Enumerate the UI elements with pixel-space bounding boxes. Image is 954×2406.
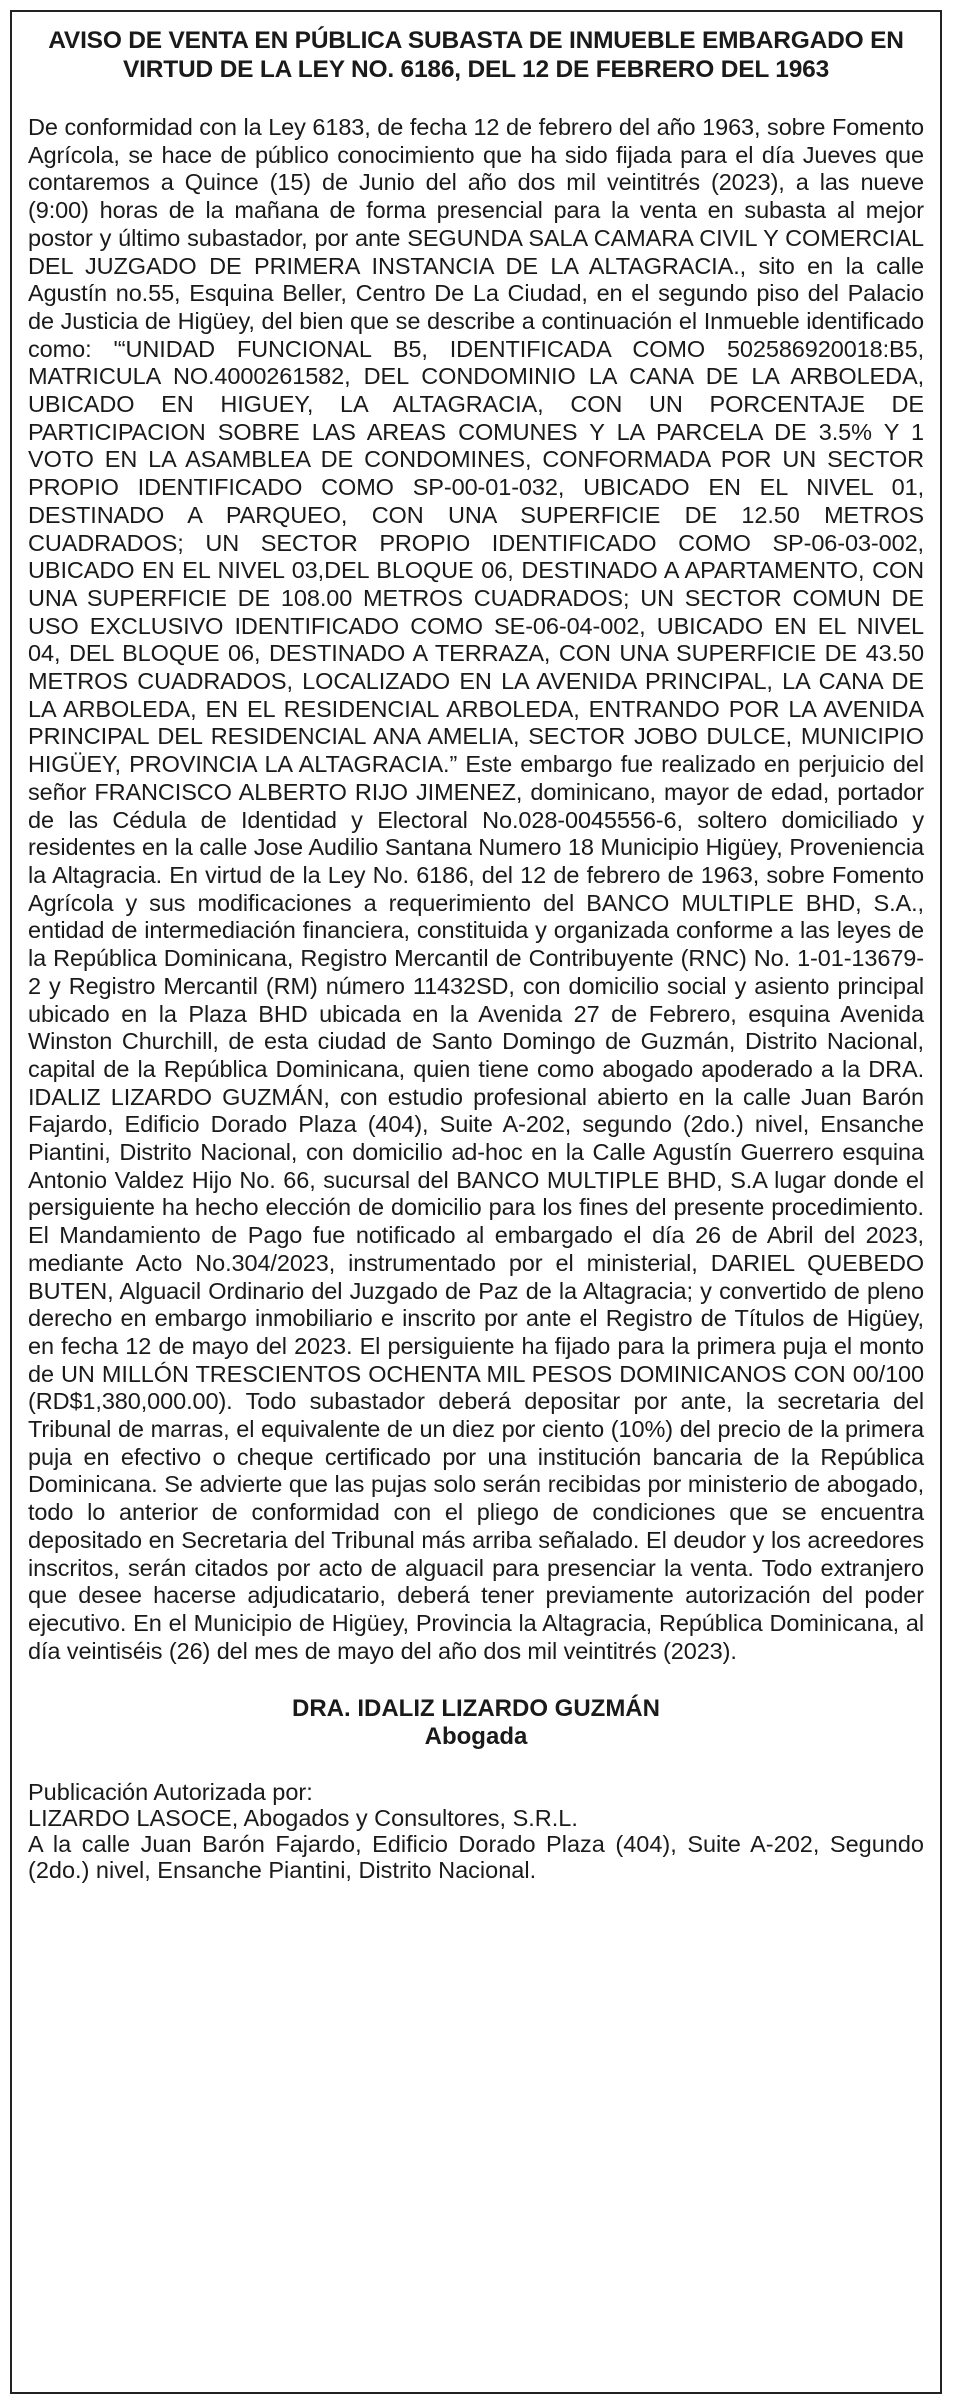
- footer-authorized-by: Publicación Autorizada por:: [28, 1779, 313, 1806]
- footer-firm-name: LIZARDO LASOCE, Abogados y Consultores, S.R.L.: [28, 1805, 578, 1832]
- footer-address: A la calle Juan Barón Fajardo, Edificio Dorado Plaza (404), Suite A-202, Segundo (2do.) nivel, Ensanche Piantini, Distrito Nacional.: [28, 1831, 924, 1884]
- signature-block: [28, 1695, 924, 1751]
- publication-footer: [28, 1779, 924, 1883]
- notice-title: AVISO DE VENTA EN PÚBLICA SUBASTA DE INMUEBLE EMBARGADO EN VIRTUD DE LA LEY NO. 6186, DEL 12 DE FEBRERO DEL 1963: [48, 27, 904, 83]
- signature-name: DRA. IDALIZ LIZARDO GUZMÁN: [292, 1695, 660, 1723]
- notice-body: De conformidad con la Ley 6183, de fecha 12 de febrero del año 1963, sobre Fomento Agrícola, se hace de público conocimiento que ha sido fijada para el día Jueves que contaremos a Quince (15) de Junio del año dos mil veintitrés (2023), a las nueve (9:00) horas de la mañana de forma presencial para la venta en subasta al mejor postor y último subastador, por ante SEGUNDA SALA CAMARA CIVIL Y COMERCIAL DEL JUZGADO DE PRIMERA INSTANCIA DE LA ALTAGRACIA., sito en la calle Agustín no.55, Esquina Beller, Centro De La Ciudad, en el segundo piso del Palacio de Justicia de Higüey, del bien que se describe a continuación el Inmueble identificado como: '“UNIDAD FUNCIONAL B5, IDENTIFICADA COMO 502586920018:B5, MATRICULA NO.4000261582, DEL CONDOMINIO LA CANA DE LA ARBOLEDA, UBICADO EN HIGUEY, LA ALTAGRACIA, CON UN PORCENTAJE DE PARTICIPACION SOBRE LAS AREAS COMUNES Y LA PARCELA DE 3.5% Y 1 VOTO EN LA ASAMBLEA DE CONDOMINES, CONFORMADA POR UN SECTOR PROPIO IDENTIFICADO COMO SP-00-01-032, UBICADO EN EL NIVEL 01, DESTINADO A PARQUEO, CON UNA SUPERFICIE DE 12.50 METROS CUADRADOS; UN SECTOR PROPIO IDENTIFICADO COMO SP-06-03-002, UBICADO EN EL NIVEL 03,DEL BLOQUE 06, DESTINADO A APARTAMENTO, CON UNA SUPERFICIE DE 108.00 METROS CUADRADOS; UN SECTOR COMUN DE USO EXCLUSIVO IDENTIFICADO COMO SE-06-04-002, UBICADO EN EL NIVEL 04, DEL BLOQUE 06, DESTINADO A TERRAZA, CON UNA SUPERFICIE DE 43.50 METROS CUADRADOS, LOCALIZADO EN LA AVENIDA PRINCIPAL, LA CANA DE LA ARBOLEDA, EN EL RESIDENCIAL ARBOLEDA, ENTRANDO POR LA AVENIDA PRINCIPAL DEL RESIDENCIAL ANA AMELIA, SECTOR JOBO DULCE, MUNICIPIO HIGÜEY, PROVINCIA LA ALTAGRACIA.” Este embargo fue realizado en perjuicio del señor FRANCISCO ALBERTO RIJO JIMENEZ, dominicano, mayor de edad, portador de las Cédula de Identidad y Electoral No.028-0045556-6, soltero domiciliado y residentes en la calle Jose Audilio Santana Numero 18 Municipio Higüey, Proveniencia la Altagracia. En virtud de la Ley No. 6186, del 12 de febrero de 1963, sobre Fomento Agrícola y sus modificaciones a requerimiento del BANCO MULTIPLE BHD, S.A., entidad de intermediación financiera, constituida y organizada conforme a las leyes de la República Dominicana, Registro Mercantil de Contribuyente (RNC) No. 1-01-13679-2 y Registro Mercantil (RM) número 11432SD, con domicilio social y asiento principal ubicado en la Plaza BHD ubicada en la Avenida 27 de Febrero, esquina Avenida Winston Churchill, de esta ciudad de Santo Domingo de Guzmán, Distrito Nacional, capital de la República Dominicana, quien tiene como abogado apoderado a la DRA. IDALIZ LIZARDO GUZMÁN, con estudio profesional abierto en la calle Juan Barón Fajardo, Edificio Dorado Plaza (404), Suite A-202, segundo (2do.) nivel, Ensanche Piantini, Distrito Nacional, con domicilio ad-hoc en la Calle Agustín Guerrero esquina Antonio Valdez Hijo No. 66, sucursal del BANCO MULTIPLE BHD, S.A lugar donde el persiguiente ha hecho elección de domicilio para los fines del presente procedimiento. El Mandamiento de Pago fue notificado al embargado el día 26 de Abril del 2023, mediante Acto No.304/2023, instrumentado por el ministerial, DARIEL QUEBEDO BUTEN, Alguacil Ordinario del Juzgado de Paz de la Altagracia; y convertido de pleno derecho en embargo inmobiliario e inscrito por ante el Registro de Títulos de Higüey, en fecha 12 de mayo del 2023. El persiguiente ha fijado para la primera puja el monto de UN MILLÓN TRESCIENTOS OCHENTA MIL PESOS DOMINICANOS CON 00/100 (RD$1,380,000.00). Todo subastador deberá depositar por ante, la secretaria del Tribunal de marras, el equivalente de un diez por ciento (10%) del precio de la primera puja en efectivo o cheque certificado por una institución bancaria de la República Dominicana. Se advierte que las pujas solo serán recibidas por ministerio de abogado, todo lo anterior de conformidad con el pliego de condiciones que se encuentra depositado en Secretaria del Tribunal más arriba señalado. El deudor y los acreedores inscritos, serán citados por acto de alguacil para presenciar la venta. Todo extranjero que desee hacerse adjudicatario, deberá tener previamente autorización del poder ejecutivo. En el Municipio de Higüey, Provincia la Altagracia, República Dominicana, al día veintiséis (26) del mes de mayo del año dos mil veintitrés (2023).: [28, 114, 924, 1664]
- signature-role: Abogada: [424, 1723, 528, 1751]
- legal-notice: [10, 10, 942, 2394]
